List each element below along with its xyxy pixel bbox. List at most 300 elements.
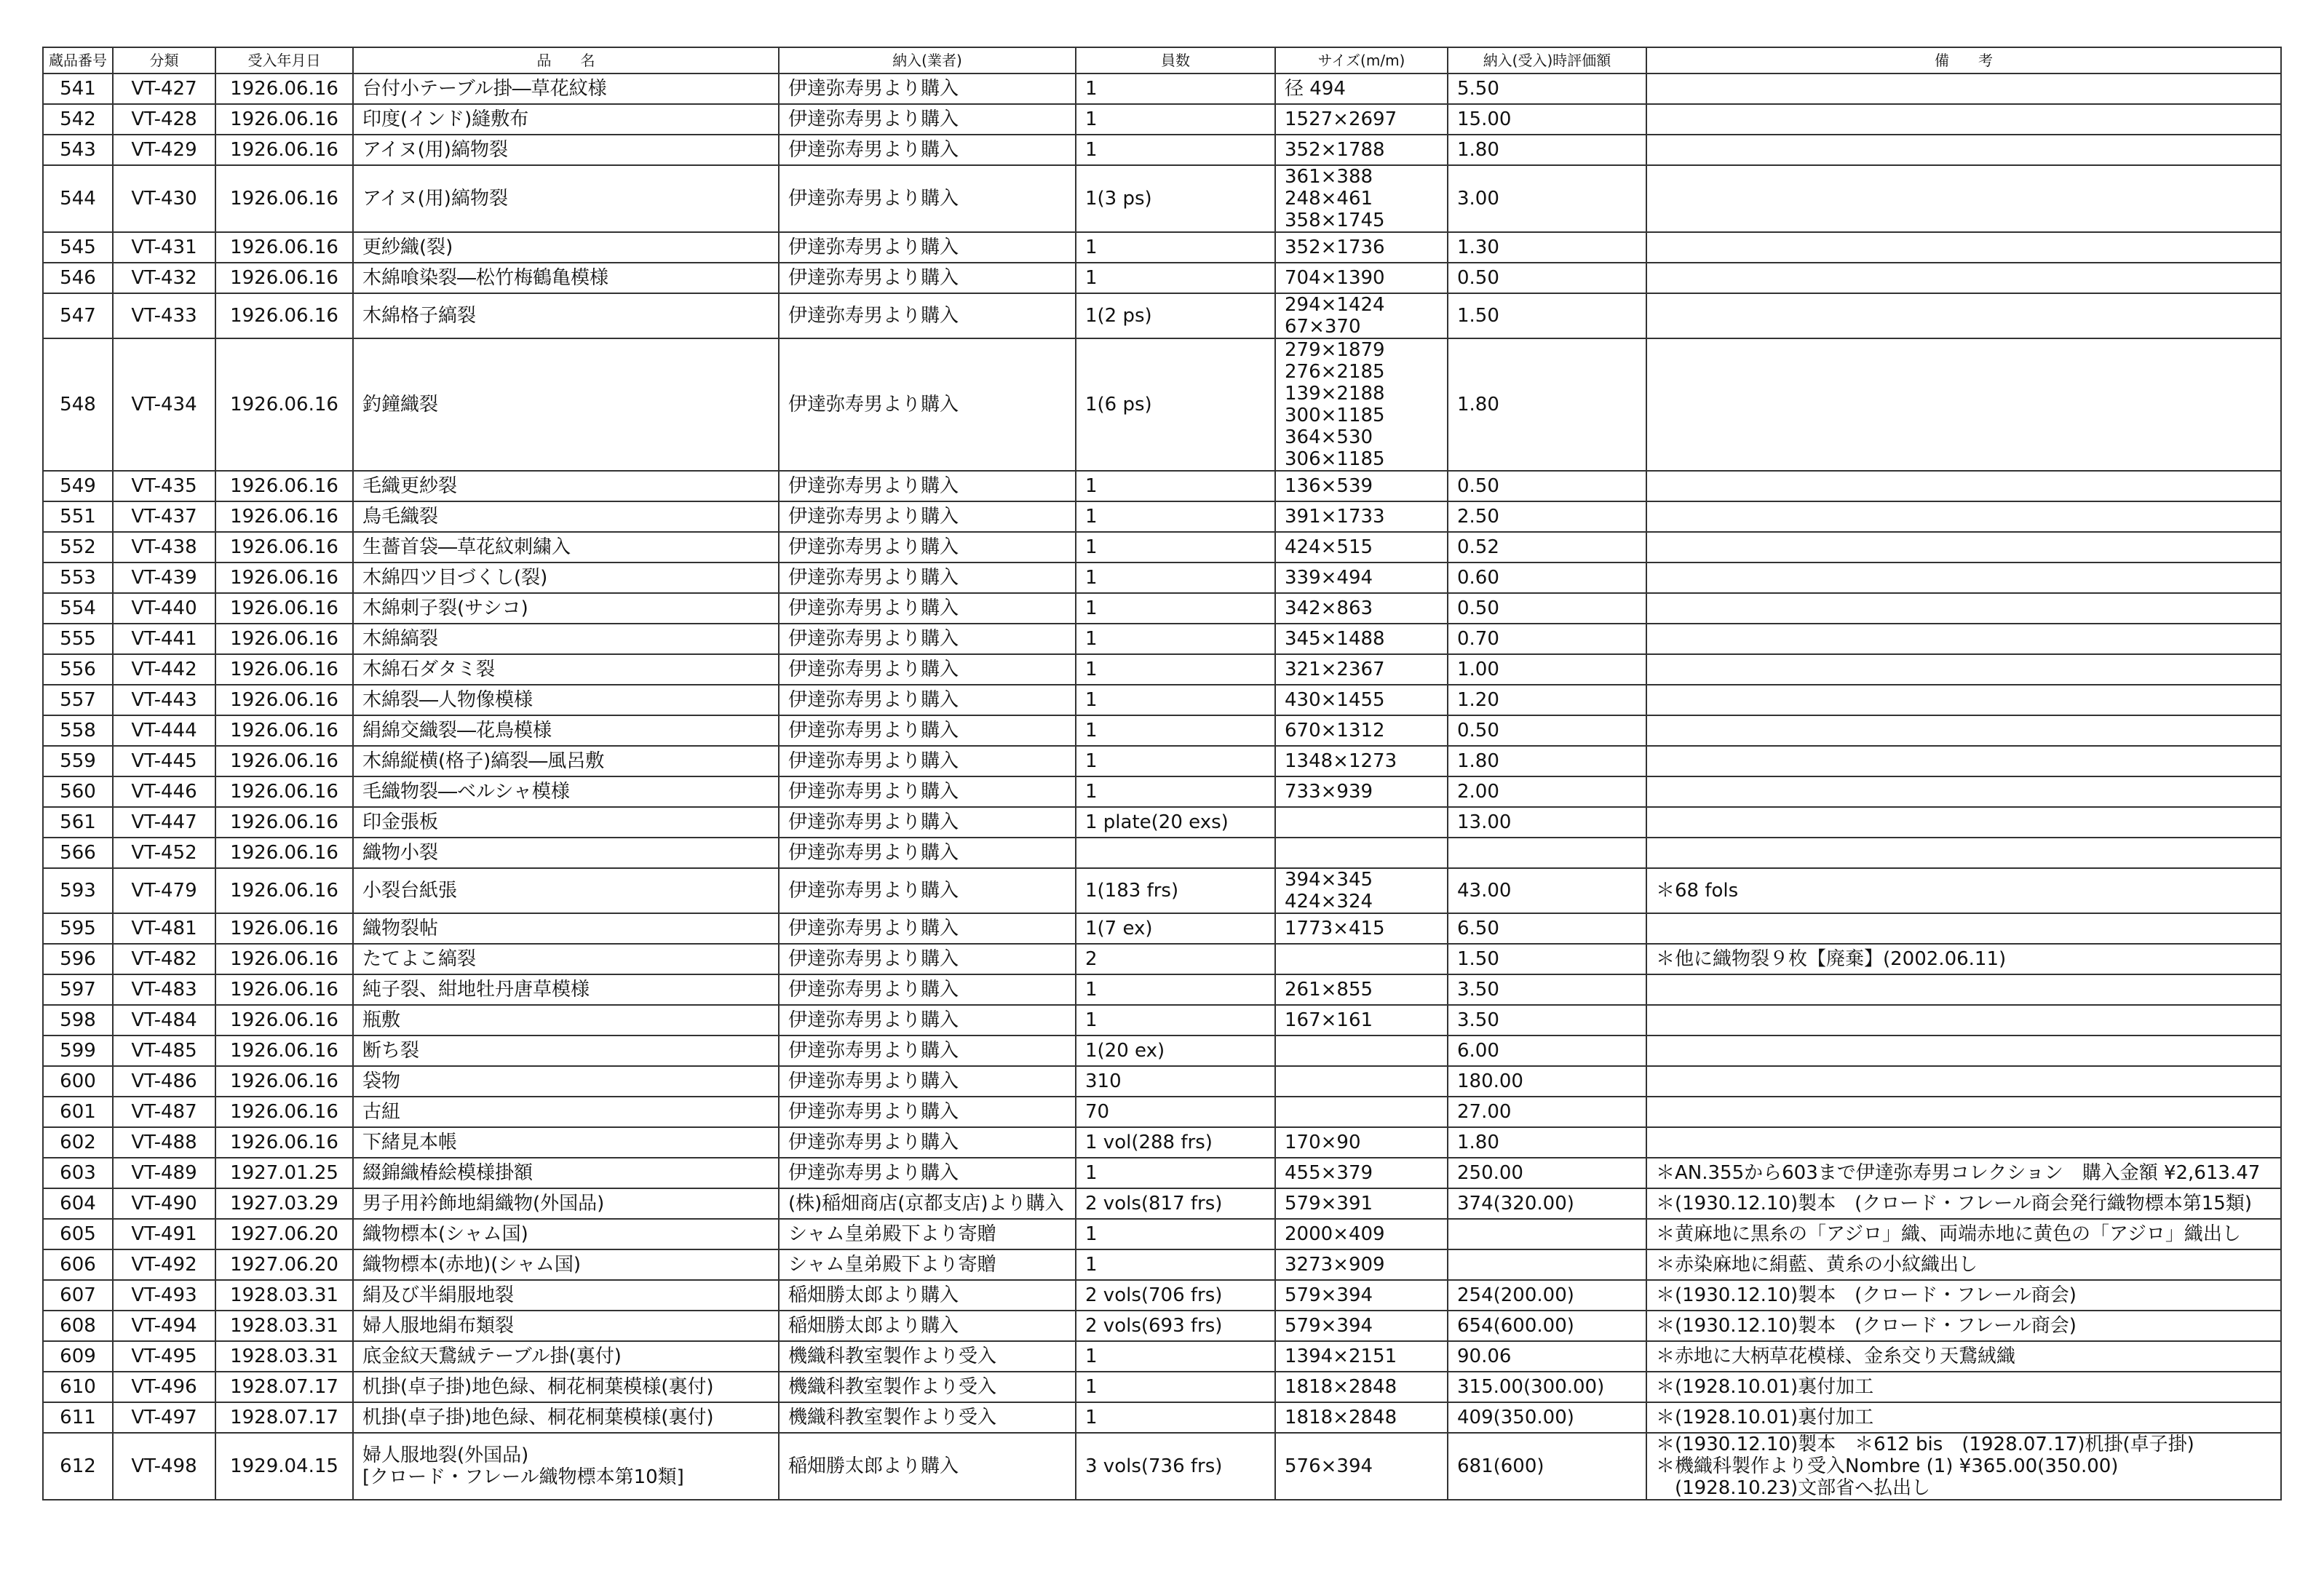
received-date-cell: 1928.07.17 [215, 1372, 353, 1402]
value-cell: 13.00 [1448, 807, 1646, 838]
item-name-cell: 絹綿交織裂―花鳥模様 [353, 715, 779, 746]
value-cell: 90.06 [1448, 1341, 1646, 1372]
received-date-cell: 1928.03.31 [215, 1311, 353, 1341]
value-cell: 15.00 [1448, 104, 1646, 135]
remarks-cell [1646, 501, 2281, 532]
classification-cell: VT-495 [113, 1341, 215, 1372]
classification-cell: VT-481 [113, 913, 215, 944]
supplier-cell: 伊達弥寿男より購入 [779, 654, 1076, 685]
supplier-cell: 稲畑勝太郎より購入 [779, 1280, 1076, 1311]
table-row [43, 868, 2281, 913]
classification-cell: VT-498 [113, 1433, 215, 1500]
remarks-cell: ＊(1928.10.01)裏付加工 [1646, 1372, 2281, 1402]
value-cell: 5.50 [1448, 73, 1646, 104]
quantity-cell: 1 [1076, 1341, 1275, 1372]
item-number-cell: 549 [43, 471, 113, 501]
supplier-cell: 伊達弥寿男より購入 [779, 1036, 1076, 1066]
size-cell: 2000×409 [1275, 1219, 1448, 1249]
value-cell: 1.80 [1448, 338, 1646, 471]
item-number-cell: 611 [43, 1402, 113, 1433]
remarks-cell [1646, 654, 2281, 685]
value-cell: 0.50 [1448, 263, 1646, 293]
supplier-cell: 伊達弥寿男より購入 [779, 532, 1076, 563]
supplier-cell: 伊達弥寿男より購入 [779, 338, 1076, 471]
received-date-cell: 1929.04.15 [215, 1433, 353, 1500]
item-number-cell: 606 [43, 1249, 113, 1280]
item-number-cell: 610 [43, 1372, 113, 1402]
size-cell: 1773×415 [1275, 913, 1448, 944]
supplier-cell: 伊達弥寿男より購入 [779, 1127, 1076, 1158]
supplier-cell: 伊達弥寿男より購入 [779, 1097, 1076, 1127]
supplier-cell: 稲畑勝太郎より購入 [779, 1311, 1076, 1341]
header-supplier: 納入(業者) [779, 47, 1076, 73]
quantity-cell: 3 vols(736 frs) [1076, 1433, 1275, 1500]
table-row [43, 1280, 2281, 1311]
remarks-cell [1646, 263, 2281, 293]
classification-cell: VT-445 [113, 746, 215, 776]
item-number-cell: 608 [43, 1311, 113, 1341]
received-date-cell: 1926.06.16 [215, 944, 353, 974]
classification-cell: VT-492 [113, 1249, 215, 1280]
item-name-cell: 毛織更紗裂 [353, 471, 779, 501]
item-number-cell: 601 [43, 1097, 113, 1127]
remarks-cell [1646, 685, 2281, 715]
quantity-cell: 1 [1076, 563, 1275, 593]
supplier-cell: 伊達弥寿男より購入 [779, 868, 1076, 913]
size-cell: 345×1488 [1275, 624, 1448, 654]
item-name-cell: 机掛(卓子掛)地色緑、桐花桐葉模様(裏付) [353, 1372, 779, 1402]
item-name-cell: アイヌ(用)縞物裂 [353, 135, 779, 165]
item-number-cell: 612 [43, 1433, 113, 1500]
classification-cell: VT-487 [113, 1097, 215, 1127]
table-row [43, 135, 2281, 165]
header-received-date: 受入年月日 [215, 47, 353, 73]
item-number-cell: 598 [43, 1005, 113, 1036]
received-date-cell: 1926.06.16 [215, 715, 353, 746]
table-row [43, 1249, 2281, 1280]
classification-cell: VT-431 [113, 232, 215, 263]
received-date-cell: 1927.01.25 [215, 1158, 353, 1188]
classification-cell: VT-479 [113, 868, 215, 913]
collection-register [42, 47, 2280, 1500]
quantity-cell: 1 [1076, 1402, 1275, 1433]
supplier-cell: 伊達弥寿男より購入 [779, 746, 1076, 776]
item-number-cell: 597 [43, 974, 113, 1005]
classification-cell: VT-440 [113, 593, 215, 624]
size-cell: 279×1879 276×2185 139×2188 300×1185 364×530 306×1185 [1275, 338, 1448, 471]
item-number-cell: 548 [43, 338, 113, 471]
classification-cell: VT-428 [113, 104, 215, 135]
size-cell [1275, 807, 1448, 838]
remarks-cell: ＊(1928.10.01)裏付加工 [1646, 1402, 2281, 1433]
item-number-cell: 543 [43, 135, 113, 165]
quantity-cell: 1 [1076, 1219, 1275, 1249]
size-cell: 424×515 [1275, 532, 1448, 563]
classification-cell: VT-488 [113, 1127, 215, 1158]
quantity-cell: 2 [1076, 944, 1275, 974]
table-row [43, 1341, 2281, 1372]
remarks-cell [1646, 471, 2281, 501]
classification-cell: VT-447 [113, 807, 215, 838]
remarks-cell [1646, 293, 2281, 338]
classification-cell: VT-427 [113, 73, 215, 104]
quantity-cell: 1 [1076, 532, 1275, 563]
remarks-cell: ＊68 fols [1646, 868, 2281, 913]
classification-cell: VT-494 [113, 1311, 215, 1341]
quantity-cell: 1 [1076, 1158, 1275, 1188]
item-name-cell: 綴錦織椿絵模様掛額 [353, 1158, 779, 1188]
item-number-cell: 604 [43, 1188, 113, 1219]
supplier-cell: 伊達弥寿男より購入 [779, 1005, 1076, 1036]
item-name-cell: たてよこ縞裂 [353, 944, 779, 974]
remarks-cell [1646, 135, 2281, 165]
supplier-cell: 伊達弥寿男より購入 [779, 1158, 1076, 1188]
value-cell: 250.00 [1448, 1158, 1646, 1188]
size-cell: 3273×909 [1275, 1249, 1448, 1280]
size-cell: 579×394 [1275, 1311, 1448, 1341]
item-number-cell: 600 [43, 1066, 113, 1097]
item-name-cell: 織物小裂 [353, 838, 779, 868]
classification-cell: VT-439 [113, 563, 215, 593]
item-number-cell: 547 [43, 293, 113, 338]
quantity-cell: 1(2 ps) [1076, 293, 1275, 338]
item-name-cell: 木綿縞裂 [353, 624, 779, 654]
item-name-cell: 木綿四ツ目づくし(裂) [353, 563, 779, 593]
table-row [43, 338, 2281, 471]
supplier-cell: 伊達弥寿男より購入 [779, 501, 1076, 532]
table-row [43, 1311, 2281, 1341]
value-cell [1448, 838, 1646, 868]
item-number-cell: 609 [43, 1341, 113, 1372]
table-row [43, 1219, 2281, 1249]
item-number-cell: 603 [43, 1158, 113, 1188]
item-number-cell: 553 [43, 563, 113, 593]
received-date-cell: 1926.06.16 [215, 563, 353, 593]
item-number-cell: 552 [43, 532, 113, 563]
quantity-cell: 1 [1076, 654, 1275, 685]
quantity-cell: 2 vols(693 frs) [1076, 1311, 1275, 1341]
table-row [43, 263, 2281, 293]
value-cell: 0.70 [1448, 624, 1646, 654]
size-cell: 361×388 248×461 358×1745 [1275, 165, 1448, 232]
value-cell: 27.00 [1448, 1097, 1646, 1127]
value-cell [1448, 1249, 1646, 1280]
item-number-cell: 542 [43, 104, 113, 135]
size-cell: 352×1788 [1275, 135, 1448, 165]
supplier-cell: 伊達弥寿男より購入 [779, 135, 1076, 165]
quantity-cell: 1 [1076, 232, 1275, 263]
value-cell: 3.00 [1448, 165, 1646, 232]
item-number-cell: 566 [43, 838, 113, 868]
table-row [43, 293, 2281, 338]
classification-cell: VT-437 [113, 501, 215, 532]
received-date-cell: 1926.06.16 [215, 1005, 353, 1036]
remarks-cell [1646, 165, 2281, 232]
quantity-cell: 1 [1076, 746, 1275, 776]
quantity-cell: 1(6 ps) [1076, 338, 1275, 471]
item-number-cell: 605 [43, 1219, 113, 1249]
remarks-cell: ＊黄麻地に黒糸の「アジロ」織、両端赤地に黄色の「アジロ」織出し [1646, 1219, 2281, 1249]
received-date-cell: 1927.06.20 [215, 1219, 353, 1249]
classification-cell: VT-430 [113, 165, 215, 232]
table-row [43, 913, 2281, 944]
table-row [43, 563, 2281, 593]
quantity-cell: 1 plate(20 exs) [1076, 807, 1275, 838]
supplier-cell: 伊達弥寿男より購入 [779, 563, 1076, 593]
remarks-cell: ＊他に織物裂９枚【廃棄】(2002.06.11) [1646, 944, 2281, 974]
supplier-cell: 伊達弥寿男より購入 [779, 715, 1076, 746]
supplier-cell: 伊達弥寿男より購入 [779, 807, 1076, 838]
header-item-number: 蔵品番号 [43, 47, 113, 73]
size-cell: 455×379 [1275, 1158, 1448, 1188]
item-name-cell: 机掛(卓子掛)地色緑、桐花桐葉模様(裏付) [353, 1402, 779, 1433]
size-cell: 394×345 424×324 [1275, 868, 1448, 913]
value-cell: 1.80 [1448, 135, 1646, 165]
item-number-cell: 596 [43, 944, 113, 974]
item-number-cell: 551 [43, 501, 113, 532]
item-number-cell: 544 [43, 165, 113, 232]
size-cell: 579×394 [1275, 1280, 1448, 1311]
supplier-cell: 伊達弥寿男より購入 [779, 913, 1076, 944]
item-name-cell: 鳥毛織裂 [353, 501, 779, 532]
classification-cell: VT-482 [113, 944, 215, 974]
quantity-cell: 2 vols(817 frs) [1076, 1188, 1275, 1219]
supplier-cell: 伊達弥寿男より購入 [779, 838, 1076, 868]
size-cell: 339×494 [1275, 563, 1448, 593]
table-row [43, 73, 2281, 104]
size-cell: 1527×2697 [1275, 104, 1448, 135]
size-cell [1275, 1097, 1448, 1127]
received-date-cell: 1926.06.16 [215, 1127, 353, 1158]
value-cell: 180.00 [1448, 1066, 1646, 1097]
remarks-cell: ＊(1930.12.10)製本 (クロード・フレール商会) [1646, 1311, 2281, 1341]
size-cell: 321×2367 [1275, 654, 1448, 685]
header-quantity: 員数 [1076, 47, 1275, 73]
item-name-cell: 絹及び半絹服地裂 [353, 1280, 779, 1311]
received-date-cell: 1926.06.16 [215, 532, 353, 563]
table-row [43, 944, 2281, 974]
quantity-cell: 1 [1076, 104, 1275, 135]
value-cell: 315.00(300.00) [1448, 1372, 1646, 1402]
item-name-cell: 純子裂、紺地牡丹唐草模様 [353, 974, 779, 1005]
table-row [43, 165, 2281, 232]
received-date-cell: 1926.06.16 [215, 73, 353, 104]
received-date-cell: 1926.06.16 [215, 263, 353, 293]
quantity-cell: 1 [1076, 1372, 1275, 1402]
received-date-cell: 1926.06.16 [215, 974, 353, 1005]
received-date-cell: 1926.06.16 [215, 135, 353, 165]
table-row [43, 1005, 2281, 1036]
received-date-cell: 1926.06.16 [215, 654, 353, 685]
classification-cell: VT-435 [113, 471, 215, 501]
table-row [43, 471, 2281, 501]
table-row [43, 654, 2281, 685]
quantity-cell: 1 [1076, 1249, 1275, 1280]
value-cell: 254(200.00) [1448, 1280, 1646, 1311]
table-row [43, 1188, 2281, 1219]
received-date-cell: 1926.06.16 [215, 807, 353, 838]
classification-cell: VT-496 [113, 1372, 215, 1402]
table-row [43, 232, 2281, 263]
remarks-cell [1646, 1097, 2281, 1127]
size-cell: 136×539 [1275, 471, 1448, 501]
header-remarks: 備 考 [1646, 47, 2281, 73]
supplier-cell: 伊達弥寿男より購入 [779, 944, 1076, 974]
quantity-cell: 1 [1076, 1005, 1275, 1036]
size-cell: 579×391 [1275, 1188, 1448, 1219]
received-date-cell: 1926.06.16 [215, 1036, 353, 1066]
remarks-cell [1646, 593, 2281, 624]
size-cell: 1818×2848 [1275, 1372, 1448, 1402]
table-row [43, 1372, 2281, 1402]
received-date-cell: 1928.03.31 [215, 1341, 353, 1372]
table-body [43, 73, 2281, 1500]
item-name-cell: 織物裂帖 [353, 913, 779, 944]
size-cell [1275, 944, 1448, 974]
item-number-cell: 602 [43, 1127, 113, 1158]
received-date-cell: 1927.03.29 [215, 1188, 353, 1219]
item-name-cell: 木綿喰染裂―松竹梅鶴亀模様 [353, 263, 779, 293]
size-cell: 261×855 [1275, 974, 1448, 1005]
value-cell: 1.50 [1448, 944, 1646, 974]
remarks-cell: ＊(1930.12.10)製本 ＊612 bis (1928.07.17)机掛(卓子掛) ＊機織科製作より受入Nombre (1) ¥365.00(350.00) (1928.10.23)文部省へ払出し [1646, 1433, 2281, 1500]
item-name-cell: 台付小テーブル掛―草花紋様 [353, 73, 779, 104]
classification-cell: VT-493 [113, 1280, 215, 1311]
size-cell: 170×90 [1275, 1127, 1448, 1158]
remarks-cell [1646, 1005, 2281, 1036]
value-cell: 681(600) [1448, 1433, 1646, 1500]
quantity-cell [1076, 838, 1275, 868]
item-name-cell: 下緒見本帳 [353, 1127, 779, 1158]
supplier-cell: 伊達弥寿男より購入 [779, 232, 1076, 263]
remarks-cell [1646, 974, 2281, 1005]
item-number-cell: 558 [43, 715, 113, 746]
supplier-cell: 伊達弥寿男より購入 [779, 165, 1076, 232]
classification-cell: VT-438 [113, 532, 215, 563]
table-row [43, 685, 2281, 715]
value-cell [1448, 1219, 1646, 1249]
item-number-cell: 561 [43, 807, 113, 838]
received-date-cell: 1927.06.20 [215, 1249, 353, 1280]
size-cell [1275, 1036, 1448, 1066]
quantity-cell: 70 [1076, 1097, 1275, 1127]
item-number-cell: 607 [43, 1280, 113, 1311]
quantity-cell: 1 [1076, 974, 1275, 1005]
header-row [43, 47, 2281, 73]
supplier-cell: 伊達弥寿男より購入 [779, 593, 1076, 624]
value-cell: 1.50 [1448, 293, 1646, 338]
item-name-cell: 印度(インド)縫敷布 [353, 104, 779, 135]
remarks-cell [1646, 1066, 2281, 1097]
received-date-cell: 1926.06.16 [215, 471, 353, 501]
value-cell: 0.52 [1448, 532, 1646, 563]
supplier-cell: 伊達弥寿男より購入 [779, 1066, 1076, 1097]
remarks-cell [1646, 1036, 2281, 1066]
value-cell: 3.50 [1448, 1005, 1646, 1036]
item-name-cell: 印金張板 [353, 807, 779, 838]
remarks-cell [1646, 776, 2281, 807]
received-date-cell: 1926.06.16 [215, 293, 353, 338]
quantity-cell: 1 [1076, 471, 1275, 501]
received-date-cell: 1926.06.16 [215, 338, 353, 471]
remarks-cell [1646, 624, 2281, 654]
quantity-cell: 1(7 ex) [1076, 913, 1275, 944]
table-row [43, 838, 2281, 868]
item-name-cell: アイヌ(用)縞物裂 [353, 165, 779, 232]
supplier-cell: シャム皇弟殿下より寄贈 [779, 1249, 1076, 1280]
classification-cell: VT-444 [113, 715, 215, 746]
table-row [43, 1158, 2281, 1188]
item-number-cell: 593 [43, 868, 113, 913]
value-cell: 1.80 [1448, 1127, 1646, 1158]
table-row [43, 532, 2281, 563]
quantity-cell: 1 [1076, 685, 1275, 715]
remarks-cell [1646, 913, 2281, 944]
table-row [43, 1433, 2281, 1500]
item-name-cell: 婦人服地絹布類裂 [353, 1311, 779, 1341]
size-cell [1275, 838, 1448, 868]
supplier-cell: 伊達弥寿男より購入 [779, 293, 1076, 338]
quantity-cell: 1 [1076, 776, 1275, 807]
received-date-cell: 1926.06.16 [215, 501, 353, 532]
supplier-cell: 伊達弥寿男より購入 [779, 624, 1076, 654]
table-row [43, 1097, 2281, 1127]
item-name-cell: 織物標本(シャム国) [353, 1219, 779, 1249]
value-cell: 374(320.00) [1448, 1188, 1646, 1219]
received-date-cell: 1926.06.16 [215, 232, 353, 263]
classification-cell: VT-433 [113, 293, 215, 338]
value-cell: 1.20 [1448, 685, 1646, 715]
item-number-cell: 541 [43, 73, 113, 104]
quantity-cell: 1 [1076, 135, 1275, 165]
received-date-cell: 1926.06.16 [215, 746, 353, 776]
received-date-cell: 1926.06.16 [215, 1097, 353, 1127]
quantity-cell: 1 [1076, 73, 1275, 104]
received-date-cell: 1926.06.16 [215, 593, 353, 624]
header-size: サイズ(m/m) [1275, 47, 1448, 73]
remarks-cell [1646, 104, 2281, 135]
quantity-cell: 1(3 ps) [1076, 165, 1275, 232]
item-name-cell: 底金紋天鵞絨テーブル掛(裏付) [353, 1341, 779, 1372]
classification-cell: VT-434 [113, 338, 215, 471]
remarks-cell [1646, 73, 2281, 104]
remarks-cell: ＊AN.355から603まで伊達弥寿男コレクション 購入金額 ¥2,613.47 [1646, 1158, 2281, 1188]
value-cell: 409(350.00) [1448, 1402, 1646, 1433]
table-row [43, 1066, 2281, 1097]
table-row [43, 974, 2281, 1005]
classification-cell: VT-442 [113, 654, 215, 685]
item-name-cell: 小裂台紙張 [353, 868, 779, 913]
size-cell: 342×863 [1275, 593, 1448, 624]
quantity-cell: 1 [1076, 715, 1275, 746]
quantity-cell: 310 [1076, 1066, 1275, 1097]
item-name-cell: 木綿石ダタミ裂 [353, 654, 779, 685]
classification-cell: VT-486 [113, 1066, 215, 1097]
table-row [43, 104, 2281, 135]
remarks-cell [1646, 532, 2281, 563]
table-row [43, 807, 2281, 838]
remarks-cell: ＊(1930.12.10)製本 (クロード・フレール商会) [1646, 1280, 2281, 1311]
value-cell: 0.50 [1448, 715, 1646, 746]
item-name-cell: 釣鐘織裂 [353, 338, 779, 471]
item-name-cell: 男子用衿飾地絹織物(外国品) [353, 1188, 779, 1219]
supplier-cell: 伊達弥寿男より購入 [779, 776, 1076, 807]
classification-cell: VT-432 [113, 263, 215, 293]
item-number-cell: 554 [43, 593, 113, 624]
item-number-cell: 559 [43, 746, 113, 776]
value-cell: 654(600.00) [1448, 1311, 1646, 1341]
header-item-name: 品 名 [353, 47, 779, 73]
